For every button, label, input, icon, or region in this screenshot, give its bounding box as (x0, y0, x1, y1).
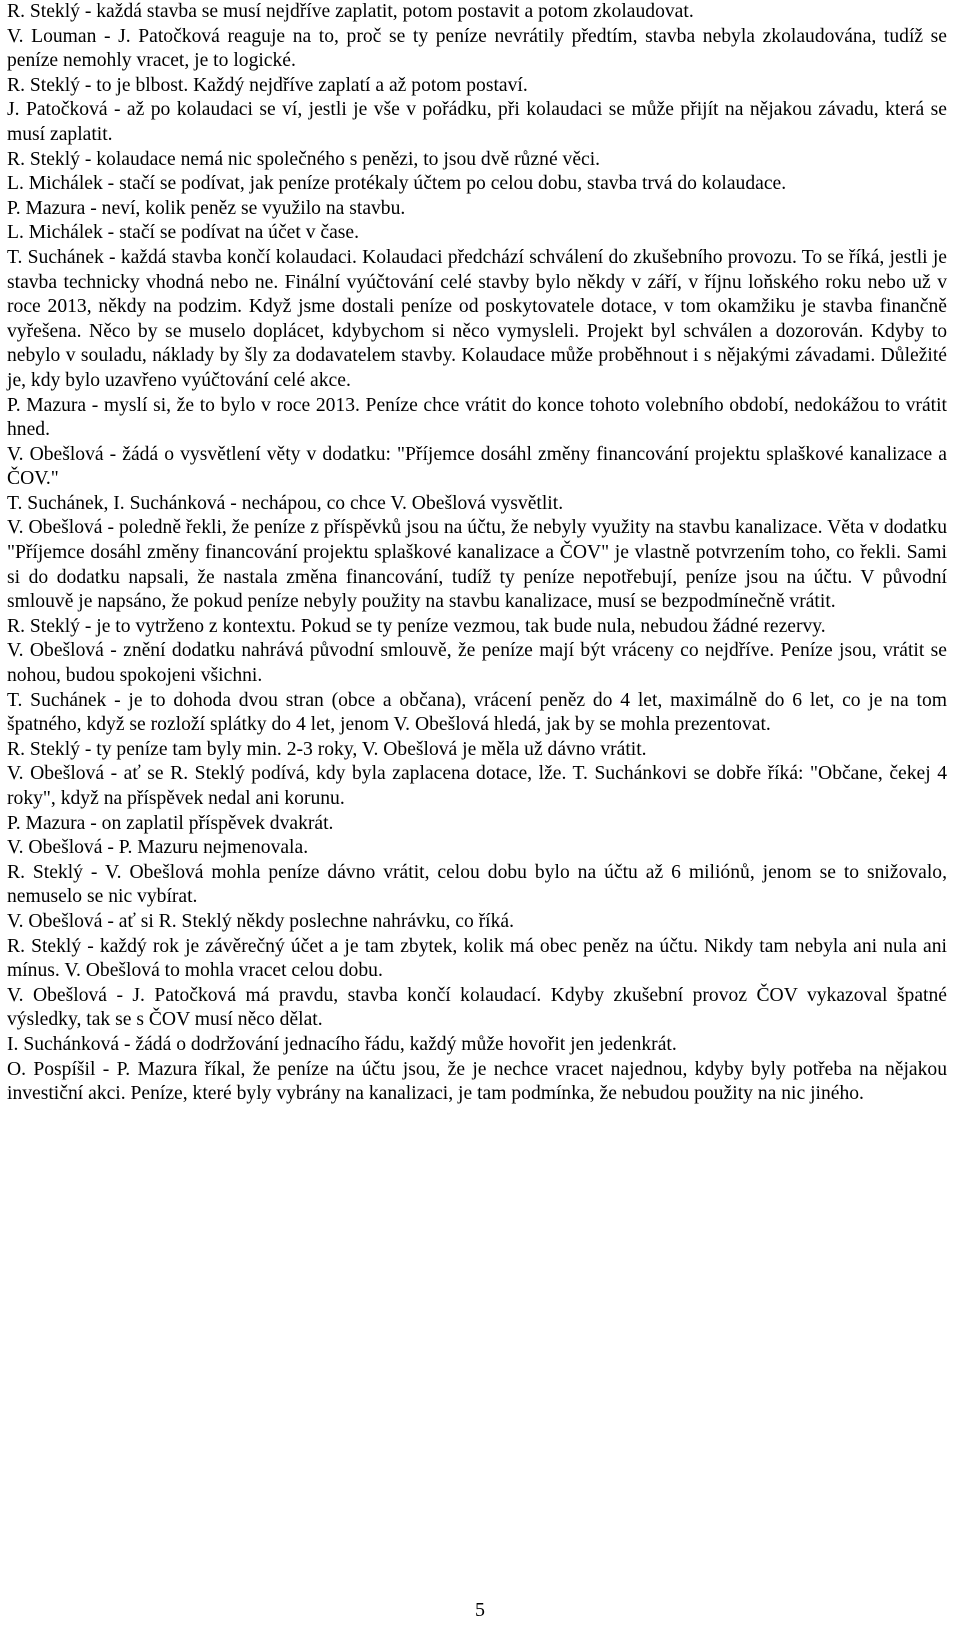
paragraph: R. Steklý - to je blbost. Každý nejdříve zaplatí a až potom postaví. (7, 74, 528, 96)
paragraph: L. Michálek - stačí se podívat na účet v čase. (7, 222, 360, 244)
paragraph: T. Suchánek, I. Suchánková - nechápou, co chce V. Obešlová vysvětlit. (7, 492, 564, 514)
paragraph: P. Mazura - on zaplatil příspěvek dvakrát. (7, 812, 334, 834)
paragraph: V. Obešlová - J. Patočková má pravdu, stavba končí kolaudací. Kdyby zkušební provoz ČOV vykazoval špatné výsledky, tak se s ČOV musí něco dělat. (7, 984, 947, 1031)
page-number: 5 (475, 1599, 485, 1621)
paragraph: O. Pospíšil - P. Mazura říkal, že peníze na účtu jsou, že je nechce vracet najednou, kdyby byly potřeba na nějakou investiční akci. Peníze, které byly vybrány na kanalizaci, je tam podmínka, že nebudou použity na nic jiného. (7, 1058, 947, 1105)
paragraph: T. Suchánek - je to dohoda dvou stran (obce a občana), vrácení peněz do 4 let, maximálně do 6 let, co je na tom špatného, když se rozloží splátky do 4 let, jenom V. Obešlová hledá, jak by se mohla prezentovat. (7, 689, 947, 736)
document-page (7, 0, 957, 1107)
paragraph: V. Obešlová - poledně řekli, že peníze z příspěvků jsou na účtu, že nebyly využity na stavbu kanalizace. Věta v dodatku "Příjemce dosáhl změny financování projektu splaškové kanalizace a ČOV" je vlastně potvrzením toho, co řekli. Sami si do dodatku napsali, že nastala změna financování, tudíž ty peníze nepotřebují, peníze jsou na účtu. V původní smlouvě je napsáno, že pokud peníze nebyly použity na stavbu kanalizace, musí se bezpodmínečně vrátit. (7, 517, 947, 613)
paragraph: P. Mazura - neví, kolik peněz se využilo na stavbu. (7, 197, 406, 219)
paragraph: J. Patočková - až po kolaudaci se ví, jestli je vše v pořádku, při kolaudaci se může přijít na nějakou závadu, která se musí zaplatit. (7, 99, 947, 145)
paragraph: R. Steklý - ty peníze tam byly min. 2-3 roky, V. Obešlová je měla už dávno vrátit. (7, 738, 647, 760)
paragraph: V. Obešlová - žádá o vysvětlení věty v dodatku: "Příjemce dosáhl změny financování projektu splaškové kanalizace a ČOV." (7, 443, 947, 490)
paragraph: L. Michálek - stačí se podívat, jak peníze protékaly účtem po celou dobu, stavba trvá do kolaudace. (7, 173, 787, 195)
paragraph: V. Obešlová - P. Mazuru nejmenovala. (7, 837, 309, 859)
paragraph: R. Steklý - V. Obešlová mohla peníze dávno vrátit, celou dobu bylo na účtu až 6 miliónů, jenom se to snižovalo, nemuselo se nic vybírat. (7, 861, 947, 908)
paragraph: I. Suchánková - žádá o dodržování jednacího řádu, každý může hovořit jen jedenkrát. (7, 1033, 677, 1055)
paragraph: R. Steklý - každá stavba se musí nejdříve zaplatit, potom postavit a potom zkolaudovat. (7, 1, 694, 22)
paragraph: R. Steklý - kolaudace nemá nic společného s penězi, to jsou dvě různé věci. (7, 148, 601, 170)
paragraph: R. Steklý - každý rok je závěrečný účet a je tam zbytek, kolik má obec peněz na účtu. Nikdy tam nebyla ani nula ani mínus. V. Obešlová to mohla vracet celou dobu. (7, 935, 947, 982)
paragraph: V. Obešlová - znění dodatku nahrává původní smlouvě, že peníze mají být vráceny co nejdříve. Peníze jsou, vrátit se nohou, budou spokojeni všichni. (7, 640, 947, 687)
paragraph: T. Suchánek - každá stavba končí kolaudaci. Kolaudaci předchází schválení do zkušebního provozu. To se říká, jestli je stavba technicky vhodná nebo ne. Finální vyúčtování celé stavby bylo někdy v září, v říjnu loňského roku nebo už v roce 2013, někdy na podzim. Když jsme dostali peníze od poskytovatele dotace, v tom okamžiku je stavba finančně vyřešena. Něco by se muselo doplácet, kdybychom si něco vymysleli. Projekt byl schválen a dozorován. Kdyby to nebylo v souladu, náklady by šly za dodavatelem stavby. Kolaudace může proběhnout i s nějakými závadami. Důležité je, kdy bylo uzavřeno vyúčtování celé akce. (7, 246, 947, 391)
paragraph: R. Steklý - je to vytrženo z kontextu. Pokud se ty peníze vezmou, tak bude nula, nebudou žádné rezervy. (7, 615, 826, 637)
paragraph: V. Obešlová - ať si R. Steklý někdy poslechne nahrávku, co říká. (7, 910, 514, 932)
paragraph: V. Obešlová - ať se R. Steklý podívá, kdy byla zaplacena dotace, lže. T. Suchánkovi se dobře říká: "Občane, čekej 4 roky", když na příspěvek nedal ani korunu. (7, 763, 947, 809)
paragraph: V. Louman - J. Patočková reaguje na to, proč se ty peníze nevrátily předtím, stavba nebyla zkolaudována, tudíž se peníze nemohly vracet, je to logické. (7, 25, 947, 72)
paragraph: P. Mazura - myslí si, že to bylo v roce 2013. Peníze chce vrátit do konce tohoto volebního období, nedokážou to vrátit hned. (7, 394, 947, 441)
